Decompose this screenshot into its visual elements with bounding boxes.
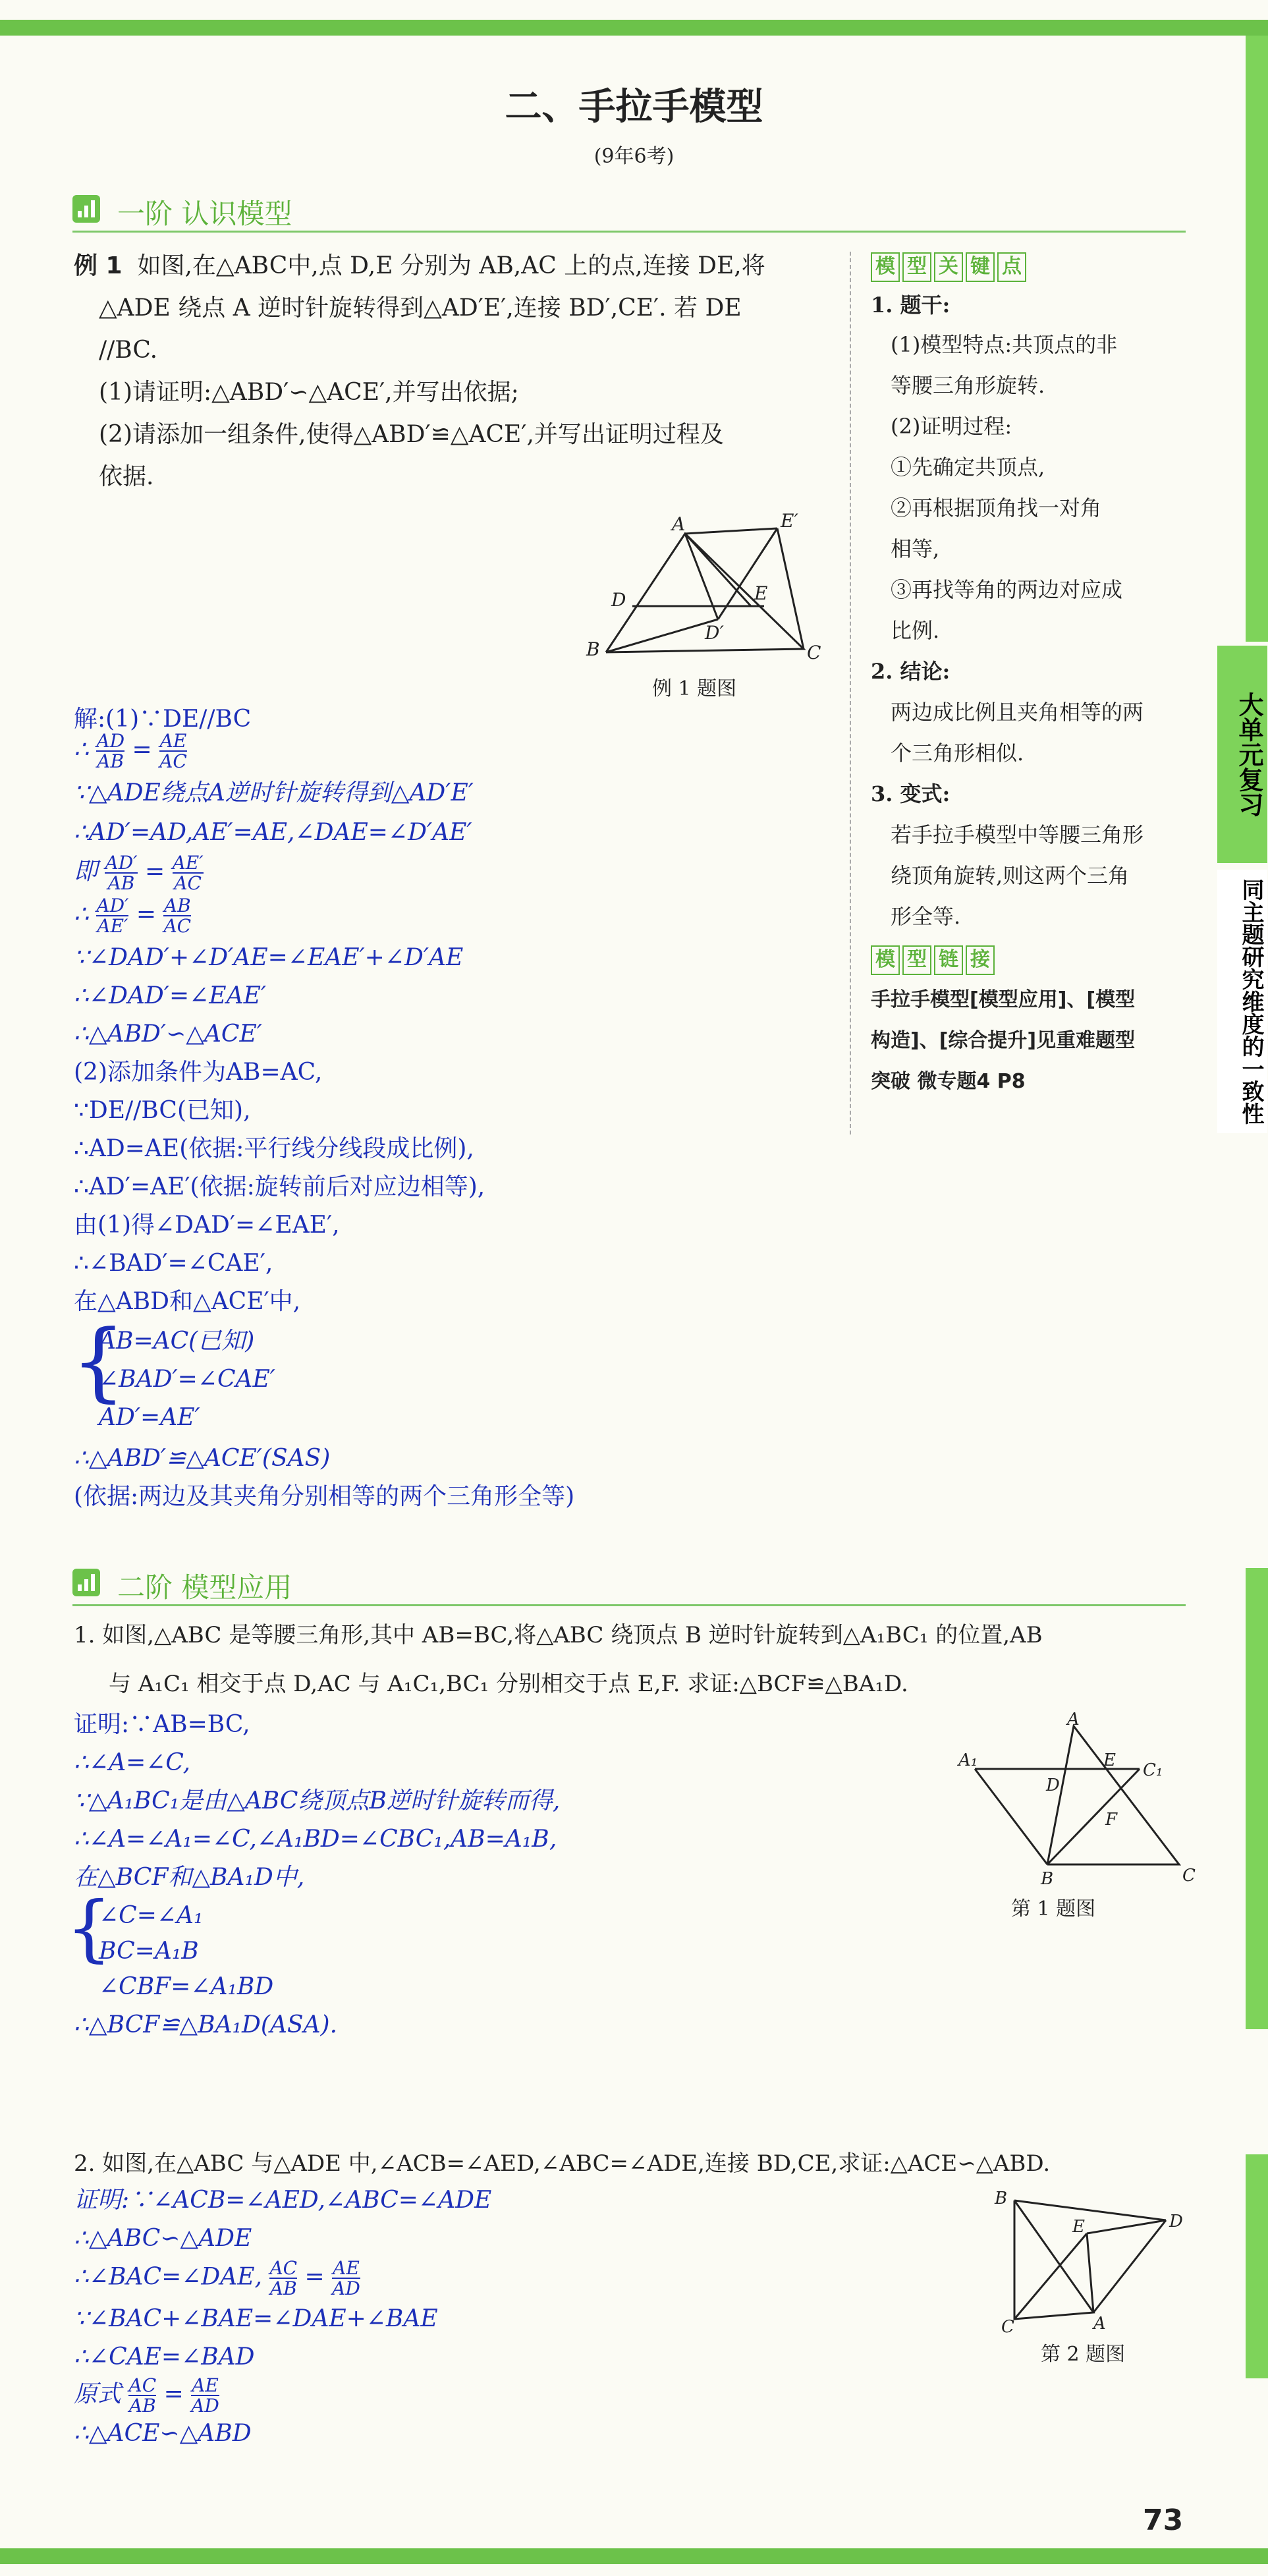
svg-text:C₁: C₁ (1143, 1760, 1163, 1780)
side-color-strip (1246, 1568, 1268, 2029)
side-tab-topic: 同主题研究维度的一致性 (1217, 870, 1267, 1133)
section-header-2 (72, 1565, 1186, 1606)
kp-text: (1)模型特点:共顶点的非 (891, 332, 1118, 357)
q2-figure (988, 2181, 1199, 2337)
kp-text: ③再找等角的两边对应成 (891, 577, 1123, 602)
brace-icon: { (66, 1886, 112, 1970)
solution-line: AB=AC(已知) (99, 1328, 255, 1355)
svg-text:D: D (611, 589, 626, 611)
kp-text: 相等, (891, 536, 940, 561)
solution-line: (依据:两边及其夹角分别相等的两个三角形全等) (74, 1483, 575, 1510)
svg-text:B: B (586, 638, 600, 660)
solution-line: ∵∠DAD′+∠D′AE=∠EAE′+∠D′AE (74, 944, 464, 971)
proof-line: ∴△ABC∽△ADE (74, 2225, 252, 2252)
proof-line: BC=A₁B (99, 1938, 199, 1965)
example-label: 例 1 (74, 252, 123, 279)
key-points-box (850, 252, 1194, 1134)
svg-text:D: D (1169, 2212, 1183, 2231)
svg-text:A: A (672, 513, 686, 535)
figure-caption: 第 2 题图 (1041, 2343, 1126, 2366)
bar-chart-icon (72, 1569, 100, 1596)
key-points-tag: 模 型 关 键 点 (871, 252, 1029, 282)
svg-text:E: E (754, 582, 768, 604)
figure-caption: 例 1 题图 (652, 677, 737, 700)
proof-line: ∠CBF=∠A₁BD (99, 1973, 274, 2000)
example-text: 依据. (99, 463, 154, 490)
proof-fraction-line: ∴∠BAC=∠DAE, $\frac{AC}{AB}$ = $\frac{AE}{AD}$ (74, 2257, 360, 2300)
question-text: 与 A₁C₁ 相交于点 D,AC 与 A₁C₁,BC₁ 分别相交于点 E,F. 求证:△BCF≌△BA₁D. (109, 1671, 908, 1697)
svg-text:B: B (1041, 1869, 1054, 1889)
example-text: (1)请证明:△ABD′∽△ACE′,并写出依据; (99, 379, 519, 406)
solution-line: ∴∠BAD′=∠CAE′, (74, 1250, 273, 1277)
svg-text:C: C (1001, 2317, 1014, 2337)
section-title: 一阶 认识模型 (117, 198, 292, 230)
example-text: //BC. (99, 337, 158, 364)
proof-line: ∴∠A=∠C, (74, 1749, 191, 1776)
svg-text:C: C (1182, 1866, 1196, 1886)
side-color-strip (1246, 2154, 1268, 2378)
example-text: (2)请添加一组条件,使得△ABD′≌△ACE′,并写出证明过程及 (99, 421, 724, 448)
kp-heading: 2. 结论: (871, 659, 951, 684)
solution-line: ∴AD′=AE′(依据:旋转前后对应边相等), (74, 1173, 485, 1200)
proof-line: ∵∠BAC+∠BAE=∠DAE+∠BAE (74, 2305, 438, 2332)
kp-text: 绕顶角旋转,则这两个三角 (891, 863, 1130, 888)
example-text: △ADE 绕点 A 逆时针旋转得到△AD′E′,连接 BD′,CE′. 若 DE (99, 294, 742, 322)
kp-text: ①先确定共顶点, (891, 455, 1045, 480)
solution-line: ∴△ABD′∽△ACE′ (74, 1021, 262, 1048)
proof-line: ∠C=∠A₁ (99, 1902, 204, 1929)
proof-line: ∴∠CAE=∠BAD (74, 2343, 255, 2370)
solution-fraction-line: ∴ $\frac{AD'}{AE'}$ = $\frac{AB}{AC}$ (74, 895, 192, 938)
kp-text: 比例. (891, 618, 940, 643)
top-color-bar (0, 20, 1268, 36)
proof-line: 在△BCF和△BA₁D中, (74, 1864, 305, 1891)
kp-text: 若手拉手模型中等腰三角形 (891, 822, 1144, 847)
proof-line: 证明:∵AB=BC, (74, 1711, 250, 1738)
solution-line: ∴AD′=AD,AE′=AE,∠DAE=∠D′AE′ (74, 819, 472, 846)
kp-text: 两边成比例且夹角相等的两 (891, 700, 1144, 725)
side-tab-review[interactable]: 大单元复习 (1217, 646, 1267, 863)
solution-fraction-line: ∴ $\frac{AD}{AB}$ = $\frac{AE}{AC}$ (74, 730, 187, 773)
example1-figure (580, 510, 830, 665)
question-text: 2. 如图,在△ABC 与△ADE 中,∠ACB=∠AED,∠ABC=∠ADE,连接 BD,CE,求证:△ACE∽△ABD. (74, 2150, 1051, 2177)
kp-text: 形全等. (891, 904, 961, 929)
kp-text: 等腰三角形旋转. (891, 373, 1045, 398)
solution-line: ∵DE//BC(已知), (74, 1097, 251, 1124)
kp-text: 个三角形相似. (891, 741, 1024, 766)
brace-icon: { (71, 1311, 126, 1411)
figure-caption: 第 1 题图 (1011, 1897, 1096, 1920)
kp-text: (2)证明过程: (891, 414, 1012, 439)
model-link-text: 突破 微专题4 P8 (871, 1070, 1026, 1093)
page-number: 73 (1143, 2504, 1184, 2537)
svg-text:C: C (807, 642, 821, 663)
solution-line: ∵△ADE绕点A逆时针旋转得到△AD′E′ (74, 779, 474, 806)
proof-line: 证明:∵∠ACB=∠AED,∠ABC=∠ADE (74, 2187, 492, 2214)
section-title: 二阶 模型应用 (117, 1571, 292, 1604)
svg-text:A₁: A₁ (958, 1750, 978, 1770)
question-text: 1. 如图,△ABC 是等腰三角形,其中 AB=BC,将△ABC 绕顶点 B 逆时针旋转到△A₁BC₁ 的位置,AB (74, 1622, 1043, 1648)
proof-line: ∵△A₁BC₁是由△ABC绕顶点B逆时针旋转而得, (74, 1787, 561, 1814)
solution-fraction-line: 即 $\frac{AD'}{AB}$ = $\frac{AE'}{AC}$ (74, 852, 204, 895)
example-text: 如图,在△ABC中,点 D,E 分别为 AB,AC 上的点,连接 DE,将 (137, 252, 765, 279)
q1-figure (955, 1710, 1205, 1889)
svg-text:E: E (1072, 2217, 1085, 2237)
svg-text:B: B (995, 2189, 1008, 2208)
solution-line: 在△ABD和△ACE′中, (74, 1288, 301, 1315)
example-label-line (74, 250, 765, 283)
solution-line: 由(1)得∠DAD′=∠EAE′, (74, 1212, 340, 1239)
proof-line: ∴∠A=∠A₁=∠C,∠A₁BD=∠CBC₁,AB=A₁B, (74, 1826, 557, 1853)
kp-heading: 3. 变式: (871, 781, 951, 806)
page-title: 二、手拉手模型 (505, 86, 763, 128)
kp-heading: 1. 题干: (871, 293, 951, 318)
svg-text:E: E (1103, 1750, 1116, 1770)
bar-chart-icon (72, 195, 100, 223)
solution-line: (2)添加条件为AB=AC, (74, 1059, 323, 1086)
model-link-tag: 模 型 链 接 (871, 945, 997, 975)
model-link-text: 构造]、[综合提升]见重难题型 (871, 1029, 1136, 1052)
solution-line: ∴△ABD′≌△ACE′(SAS) (74, 1445, 331, 1472)
svg-text:A: A (1067, 1710, 1080, 1729)
svg-text:E′: E′ (781, 510, 798, 532)
solution-line: ∴AD=AE(依据:平行线分线段成比例), (74, 1135, 474, 1162)
section-header-1 (72, 191, 1186, 233)
svg-text:A: A (1093, 2314, 1106, 2334)
solution-line: ∠BAD′=∠CAE′ (99, 1366, 275, 1393)
svg-text:D′: D′ (705, 622, 724, 644)
solution-line: ∴∠DAD′=∠EAE′ (74, 982, 267, 1009)
proof-line: ∴△BCF≌△BA₁D(ASA). (74, 2011, 338, 2038)
svg-text:D: D (1046, 1776, 1060, 1795)
svg-text:F: F (1105, 1810, 1118, 1830)
solution-line: AD′=AE′ (99, 1404, 200, 1431)
proof-line: ∴△ACE∽△ABD (74, 2420, 252, 2447)
solution-line: 解:(1)∵DE//BC (74, 706, 252, 733)
proof-fraction-line: 原式 $\frac{AC}{AB}$ = $\frac{AE}{AD}$ (74, 2374, 219, 2417)
bottom-color-bar (0, 2548, 1268, 2564)
page-subtitle: (9年6考) (593, 145, 675, 168)
model-link-text: 手拉手模型[模型应用]、[模型 (871, 988, 1136, 1011)
kp-text: ②再根据顶角找一对角 (891, 495, 1102, 520)
